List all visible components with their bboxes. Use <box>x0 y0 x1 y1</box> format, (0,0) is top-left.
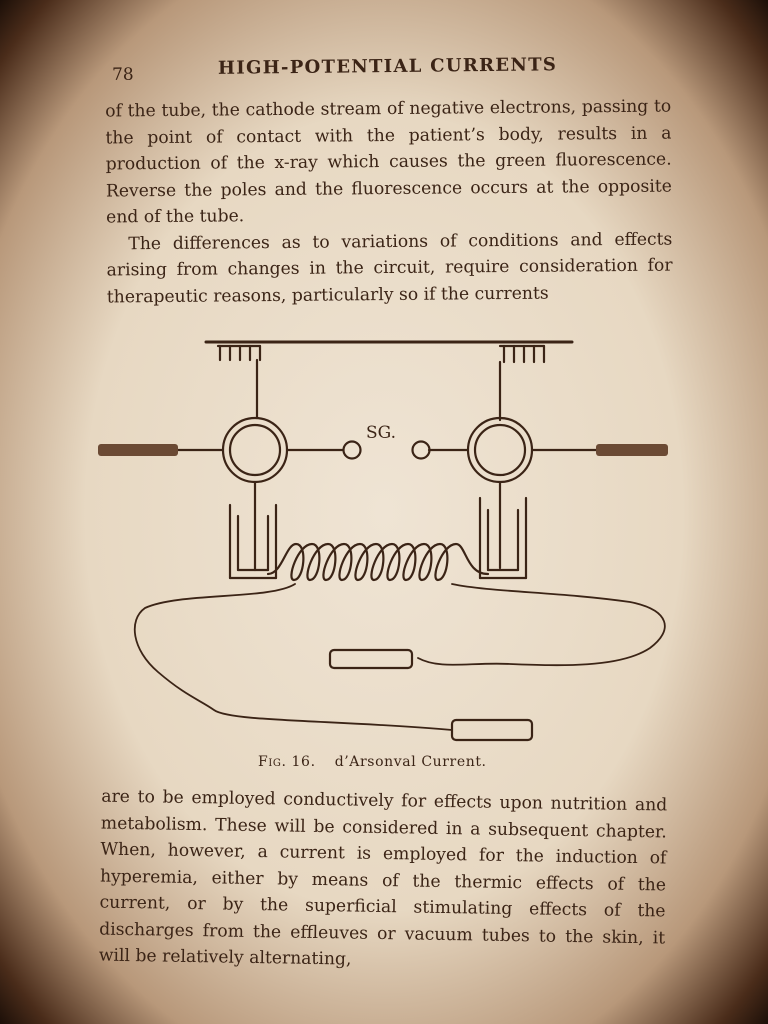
right-coil-ring-inner <box>475 425 525 475</box>
figure-16 <box>90 330 680 750</box>
left-terminal-rod <box>98 444 178 456</box>
figure-caption <box>258 754 487 770</box>
circuit-wire-right <box>418 584 665 665</box>
solenoid-coil <box>268 544 488 580</box>
running-head <box>112 53 672 85</box>
right-terminal-rod <box>596 444 668 456</box>
bottom-text-block <box>99 784 668 978</box>
electrode-handle-upper <box>330 650 412 668</box>
left-coil-ring-outer <box>223 418 287 482</box>
spark-gap-ball-left <box>344 442 361 459</box>
spark-gap-ball-right <box>413 442 430 459</box>
electrode-handle-lower <box>452 720 532 740</box>
running-title: HIGH-POTENTIAL CURRENTS <box>217 54 558 79</box>
spark-gap-label: SG. <box>366 423 397 443</box>
left-coil-ring-inner <box>230 425 280 475</box>
figure-title: d’Arsonval Current. <box>334 754 487 770</box>
darsonval-circuit-diagram <box>90 330 680 750</box>
paragraph-differences: The differences as to variations of conditions and effects arising from changes in the circuit, require consideration for therapeutic reasons, particularly so if the currents <box>106 229 673 307</box>
page-number: 78 <box>111 64 134 85</box>
figure-number: Fig. 16. <box>258 754 316 770</box>
circuit-wire-loop <box>135 584 452 730</box>
paragraph-conductive: are to be employed conductively for effects upon nutrition and metabolism. These will be considered in a subsequent chapter. When, however, a current is employed for the induction of hyperemia, either by means of the thermic effects of the current, or by the superficial stimulating effects of the discharges from the effleuves or vacuum tubes to the skin, it will be relatively alternating, <box>98 786 668 970</box>
paragraph-continuation: of the tube, the cathode stream of negative electrons, passing to the point of contact with the patient’s body, results in a production of the x-ray which causes the green fluorescence. Reverse the poles and the fluorescence occurs at the opposite end of the tube. <box>105 96 672 228</box>
top-text-block <box>105 94 673 311</box>
right-coil-ring-outer <box>468 418 532 482</box>
